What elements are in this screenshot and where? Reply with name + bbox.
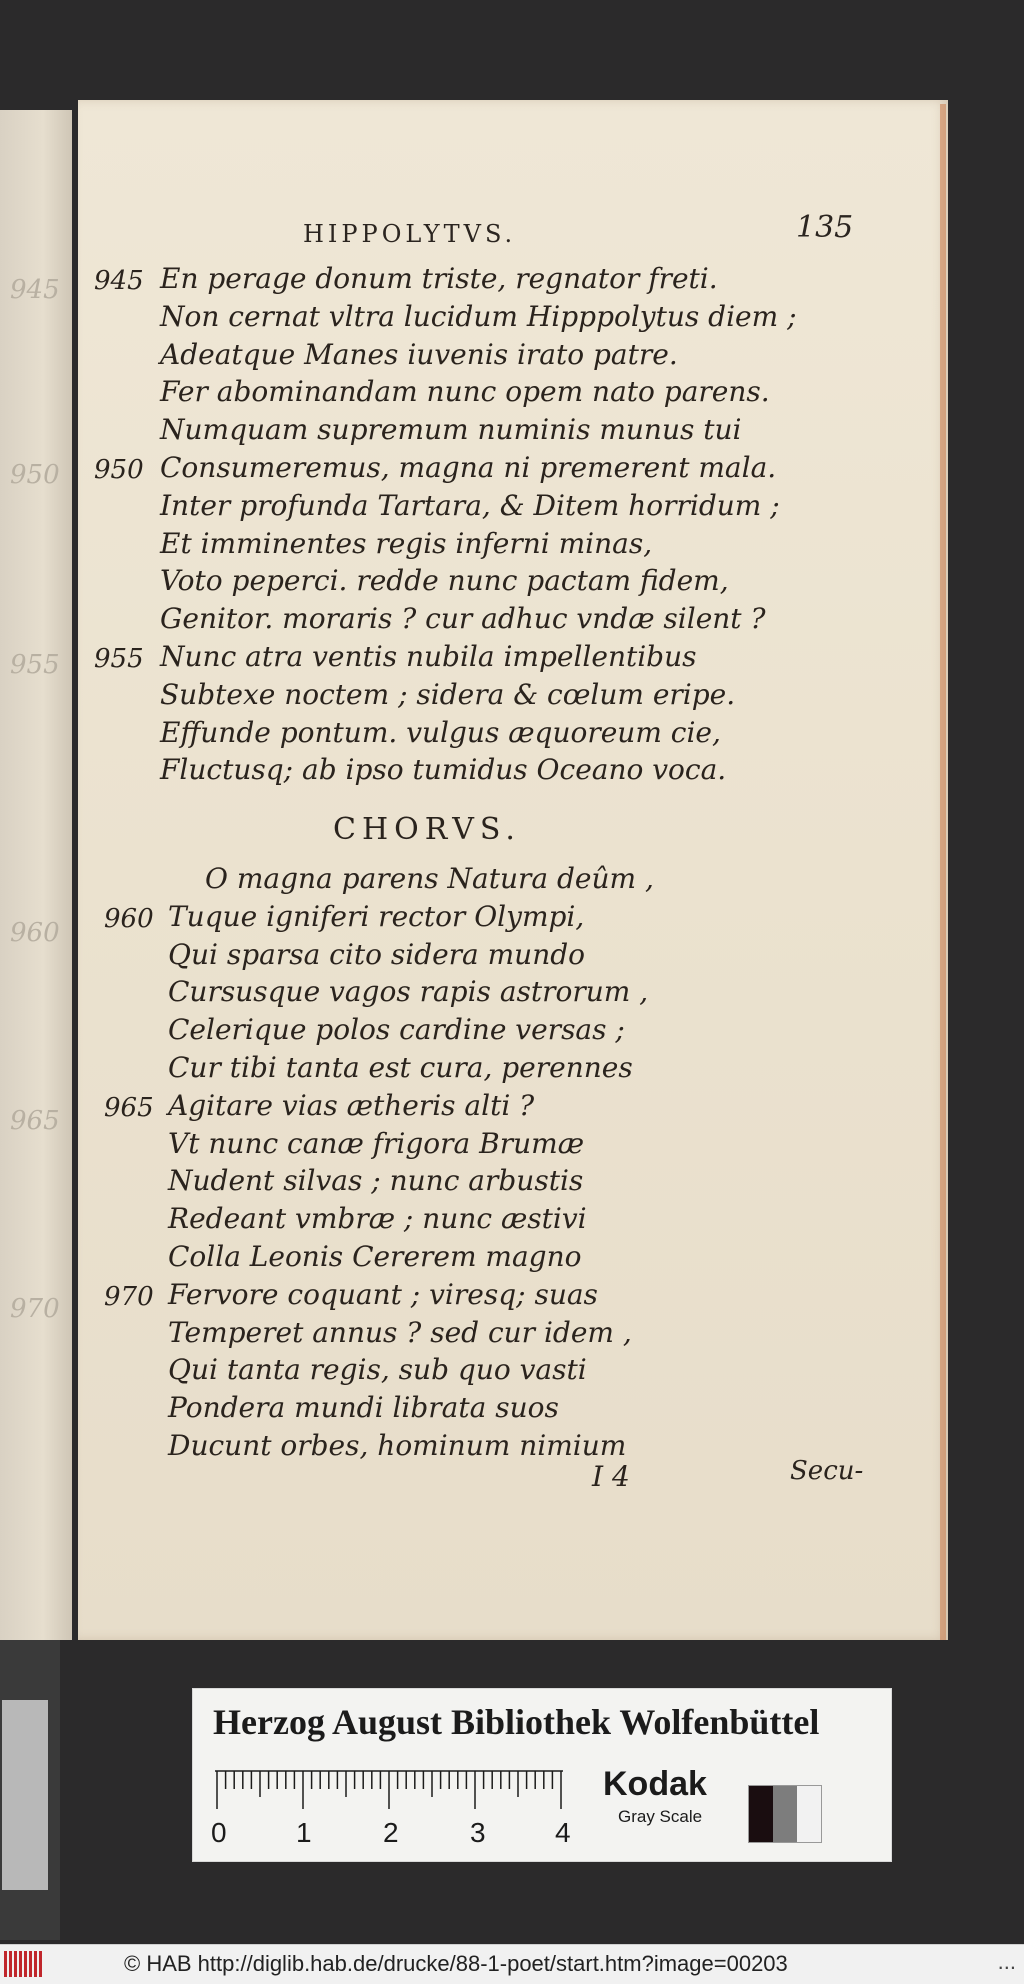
verse-line: Et imminentes regis inferni minas,	[160, 526, 653, 560]
verse-line: Celerique polos cardine versas ;	[168, 1013, 625, 1047]
verse-line: Nudent silvas ; nunc arbustis	[168, 1164, 584, 1198]
line-number: 970	[104, 1281, 154, 1312]
ghost-line-number: 955	[10, 650, 60, 680]
ruler-number: 1	[296, 1817, 312, 1848]
verse-line: Agitare vias ætheris alti ?	[168, 1088, 535, 1122]
ghost-line-number: 970	[10, 1294, 60, 1324]
verse-line: Adeatque Manes iuvenis irato patre.	[160, 337, 678, 371]
ghost-line-number: 945	[10, 275, 60, 305]
running-head: HIPPOLYTVS.	[303, 220, 517, 248]
facing-page-edge	[0, 110, 72, 1640]
verse-line: Non cernat vltra lucidum Hipppolytus diem ;	[160, 299, 797, 333]
more-menu-icon[interactable]: ...	[997, 1949, 1016, 1974]
verse-line: Redeant vmbræ ; nunc æstivi	[168, 1202, 587, 1236]
verse-line: Qui tanta regis, sub quo vasti	[168, 1353, 587, 1387]
ruler-number: 4	[555, 1817, 571, 1848]
verse-line: Consumeremus, magna ni premerent mala.	[160, 451, 777, 484]
verse-line: O magna parens Natura deûm ,	[205, 862, 654, 895]
signature-mark: I 4	[592, 1460, 630, 1493]
kodak-logo: Kodak	[603, 1765, 707, 1803]
ghost-line-number: 960	[10, 918, 60, 948]
hab-logo-icon	[4, 1951, 48, 1977]
verse-line: Fer abominandam nunc opem nato parens.	[160, 375, 770, 409]
verse-line: Colla Leonis Cererem magno	[168, 1240, 582, 1273]
line-number: 965	[104, 1092, 154, 1123]
gray-patch	[749, 1786, 773, 1842]
verse-line: Ducunt orbes, hominum nimium	[168, 1429, 627, 1462]
gray-patch	[773, 1786, 797, 1842]
binding-label	[2, 1700, 48, 1890]
line-number: 960	[104, 903, 154, 934]
verse-line: Fluctusq; ab ipso tumidus Oceano voca.	[160, 753, 727, 787]
line-number: 945	[94, 266, 144, 296]
verse-line: Inter profunda Tartara, & Ditem horridum ;	[160, 488, 780, 522]
verse-line: Cursusque vagos rapis astrorum ,	[168, 975, 649, 1009]
ruler-number: 0	[211, 1817, 227, 1848]
line-number: 955	[94, 644, 144, 674]
viewer-footer	[0, 1944, 1024, 1984]
verse-line: Subtexe noctem ; sidera & cœlum eripe.	[160, 677, 736, 711]
ghost-line-number: 950	[10, 460, 60, 490]
gray-patch	[797, 1786, 821, 1842]
ruler-icon	[215, 1769, 563, 1811]
verse-line: Cur tibi tanta est cura, perennes	[168, 1051, 633, 1084]
page-edge	[940, 104, 946, 1640]
verse-line: Vt nunc canæ frigora Brumæ	[168, 1126, 585, 1160]
verse-line: En perage donum triste, regnator freti.	[160, 262, 718, 295]
verse-line: Pondera mundi librata suos	[168, 1391, 559, 1425]
verse-line: Fervore coquant ; viresq; suas	[168, 1277, 598, 1311]
gray-patches	[748, 1785, 822, 1843]
chorus-heading: CHORVS.	[333, 812, 521, 847]
line-number: 950	[94, 455, 144, 485]
verse-line: Numquam supremum numinis munus tui	[160, 413, 742, 447]
ruler-number: 3	[470, 1817, 486, 1848]
ghost-line-number: 965	[10, 1106, 60, 1136]
library-name: Herzog August Bibliothek Wolfenbüttel	[213, 1702, 820, 1742]
verse-line: Voto peperci. redde nunc pactam fidem,	[160, 564, 729, 598]
verse-line: Tuque igniferi rector Olympi,	[168, 899, 585, 933]
catchword: Secu-	[790, 1456, 864, 1486]
page-number: 135	[796, 210, 854, 245]
library-color-card	[192, 1688, 892, 1862]
verse-line: Qui sparsa cito sidera mundo	[168, 937, 586, 971]
gray-scale-label: Gray Scale	[618, 1807, 703, 1826]
footer-url[interactable]: © HAB http://diglib.hab.de/drucke/88-1-poet/start.htm?image=00203	[124, 1951, 788, 1976]
verse-line: Genitor. moraris ? cur adhuc vndæ silent ?	[160, 602, 766, 636]
verse-line: Effunde pontum. vulgus æquoreum cie,	[160, 715, 721, 749]
verse-line: Temperet annus ? sed cur idem ,	[168, 1315, 632, 1349]
verse-line: Nunc atra ventis nubila impellentibus	[160, 640, 697, 673]
ruler-number: 2	[383, 1817, 399, 1848]
